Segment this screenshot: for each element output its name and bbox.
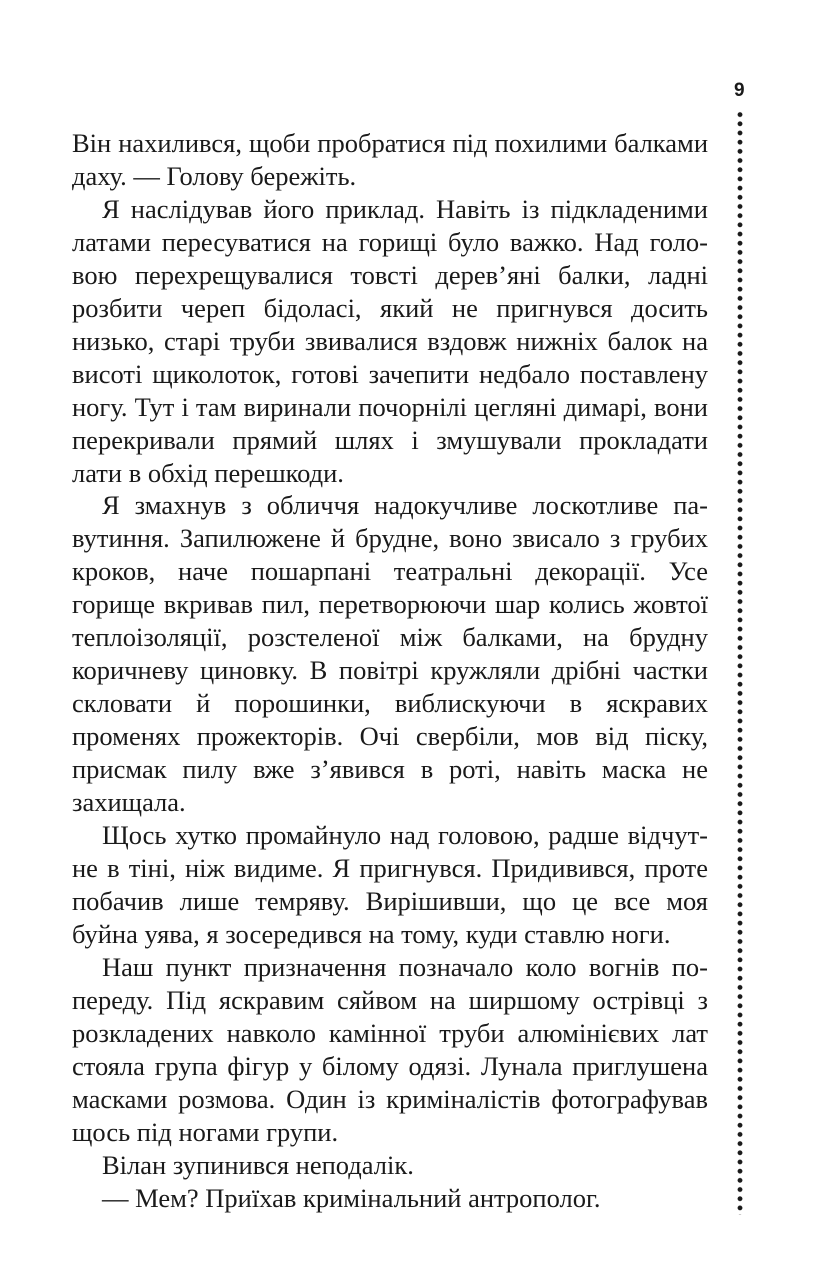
paragraph-6: Вілан зупинився неподалік. [102, 1149, 414, 1180]
paragraph-1: Він нахилився, щоби пробратися під похилими балками даху. — Голову бережіть. [72, 128, 708, 191]
paragraph-2: Я наслідував його приклад. Навіть із підкладеними латами пересуватися на горищі було важко. Над головою перехрещувалися товсті дерев’яні балки, ладні розбити череп бідоласі, який не пригнувся досить низько, старі труби звивалися вздовж нижніх балок на висоті щиколоток, готові зачепити недбало поставлену ногу. Тут і там виринали почорнілі цегляні димарі, вони перекривали прямий шлях і змушували прокладати лати в обхід перешкоди. [72, 193, 708, 488]
page-number: 9 [734, 80, 745, 101]
paragraph-7: — Мем? Приїхав кримінальний антрополог. [102, 1182, 601, 1213]
paragraph-4: Щось хутко промайнуло над головою, радше відчутне в тіні, ніж видиме. Я пригнувся. Придивився, проте побачив лише темряву. Вирішивши, що це все моя буйна уява, я зосередився на тому, куди ставлю ноги. [72, 820, 708, 949]
body-text [72, 127, 708, 1214]
paragraph-3: Я змахнув з обличчя надокучливе лоскотливе павутиння. Запилюжене й брудне, воно звисало з грубих кроков, наче пошарпані театральні декорації. Усе горище вкривав пил, перетворюючи шар колись жовтої теплоізоляції, розстеленої між балками, на брудну коричневу циновку. В повітрі кружляли дрібні частки скловати й порошинки, виблискуючи в яскравих променях прожекторів. Очі свербіли, мов від піску, присмак пилу вже з’явився в роті, навіть маска не захищала. [72, 490, 708, 818]
paragraph-5: Наш пункт призначення позначало коло вогнів попереду. Під яскравим сяйвом на ширшому острівці з розкладених навколо камінної труби алюмінієвих лат стояла група фігур у білому одязі. Лунала приглушена масками розмова. Один із криміналістів фотографував щось під ногами групи. [72, 951, 708, 1147]
dotted-margin-rule [736, 110, 744, 1215]
